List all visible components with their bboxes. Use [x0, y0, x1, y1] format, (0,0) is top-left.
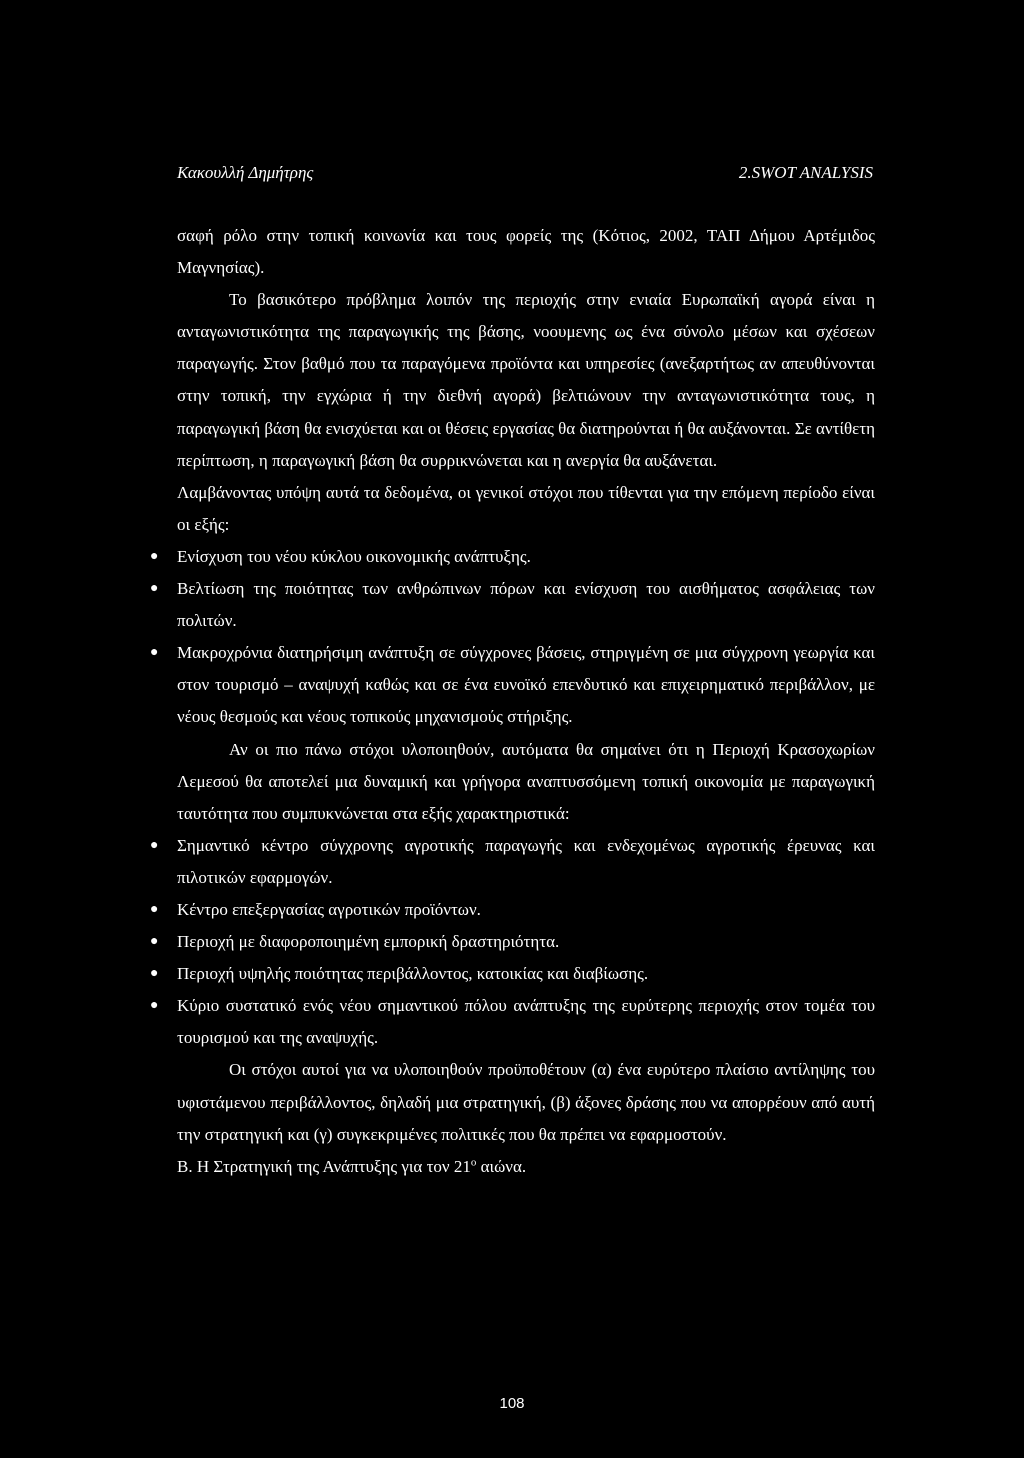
list-item-text: Ενίσχυση του νέου κύκλου οικονομικής ανάπτυξης.: [177, 546, 531, 566]
subheading-text: Β. Η Στρατηγική της Ανάπτυξης για τον 21: [177, 1156, 471, 1176]
bullet-icon: ●: [150, 645, 159, 661]
bullet-icon: ●: [150, 934, 159, 950]
list-item-text: Περιοχή με διαφοροποιημένη εμπορική δραστηριότητα.: [177, 932, 560, 952]
features-list: [150, 830, 875, 1055]
list-item: [150, 990, 875, 1054]
list-item-text: Κέντρο επεξεργασίας αγροτικών προϊόντων.: [177, 899, 481, 919]
bullet-icon: ●: [150, 548, 159, 564]
list-item: [150, 573, 875, 637]
list-item: [150, 830, 875, 894]
list-item-text: Μακροχρόνια διατηρήσιμη ανάπτυξη σε σύγχρονες βάσεις, στηριγμένη σε μια σύγχρονη γεωργία και στον τουρισμό – αναψυχή καθώς και σε ένα ευνοϊκό επενδυτικό και επιχειρηματικό περιβάλλον, με νέους θεσμούς και νέους τοπικούς μηχανισμούς στήριξης.: [177, 643, 875, 727]
bullet-icon: ●: [150, 966, 159, 982]
list-item: [150, 958, 875, 990]
page-body: [150, 220, 875, 1183]
bullet-icon: ●: [150, 998, 159, 1014]
bullet-icon: ●: [150, 901, 159, 917]
list-item-text: Βελτίωση της ποιότητας των ανθρώπινων πόρων και ενίσχυση του αισθήματος ασφάλειας των πολιτών.: [177, 579, 875, 631]
list-item: [150, 926, 875, 958]
page-header: [177, 163, 873, 187]
page-number: 108: [499, 1395, 525, 1412]
bullet-icon: ●: [150, 581, 159, 597]
paragraph-goals-intro: Λαμβάνοντας υπόψη αυτά τα δεδομένα, οι γενικοί στόχοι που τίθενται για την επόμενη περίοδο είναι οι εξής:: [177, 482, 875, 534]
header-section: 2.SWOT ANALYSIS: [738, 163, 873, 182]
list-item: [150, 894, 875, 926]
paragraph-main-problem: Το βασικότερο πρόβλημα λοιπόν της περιοχής στην ενιαία Ευρωπαϊκή αγορά είναι η ανταγωνιστικότητα της παραγωγικής της βάσης, νοουμενης ως ένα σύνολο μέσων και σχέσεων παραγωγής. Στον βαθμό που τα παραγόμενα προϊόντα και υπηρεσίες (ανεξαρτήτως αν απευθύνονται στην τοπική, την εγχώρια ή την διεθνή αγορά) βελτιώνουν την ανταγωνιστικότητα τους, η παραγωγική βάση θα ενισχύεται και οι θέσεις εργασίας θα διατηρούνται ή θα αυξάνονται. Σε αντίθετη περίπτωση, η παραγωγική βάση θα συρρικνώνεται και η ανεργία θα αυξάνεται.: [177, 290, 875, 470]
subheading-superscript: ο: [470, 1156, 477, 1169]
section-subheading: [177, 1151, 875, 1183]
paragraph-continuation: σαφή ρόλο στην τοπική κοινωνία και τους φορείς της (Κότιος, 2002, ΤΑΠ Δήμου Αρτέμιδος Μαγνησίας).: [177, 226, 875, 278]
list-item: [150, 541, 875, 573]
header-author: Κακουλλή Δημήτρης: [177, 163, 314, 182]
list-item-text: Περιοχή υψηλής ποιότητας περιβάλλοντος, κατοικίας και διαβίωσης.: [177, 964, 649, 984]
goals-list: [150, 541, 875, 734]
list-item-text: Κύριο συστατικό ενός νέου σημαντικού πόλου ανάπτυξης της ευρύτερης περιοχής στον τομέα του τουρισμού και της αναψυχής.: [177, 996, 875, 1048]
list-item: [150, 637, 875, 733]
subheading-suffix: αιώνα.: [476, 1156, 527, 1176]
bullet-icon: ●: [150, 837, 159, 853]
list-item-text: Σημαντικό κέντρο σύγχρονης αγροτικής παραγωγής και ενδεχομένως αγροτικής έρευνας και πιλοτικών εφαρμογών.: [177, 835, 875, 887]
paragraph-preconditions: Οι στόχοι αυτοί για να υλοποιηθούν προϋποθέτουν (α) ένα ευρύτερο πλαίσιο αντίληψης του υφιστάμενου περιβάλλοντος, δηλαδή μια στρατηγική, (β) άξονες δράσης που να απορρέουν από αυτή την στρατηγική και (γ) συγκεκριμένες πολιτικές που θα πρέπει να εφαρμοστούν.: [177, 1060, 875, 1144]
paragraph-outcome: Αν οι πιο πάνω στόχοι υλοποιηθούν, αυτόματα θα σημαίνει ότι η Περιοχή Κρασοχωρίων Λεμεσού θα αποτελεί μια δυναμική και γρήγορα αναπτυσσόμενη τοπική οικονομία με παραγωγική ταυτότητα που συμπυκνώνεται στα εξής χαρακτηριστικά:: [177, 739, 875, 823]
